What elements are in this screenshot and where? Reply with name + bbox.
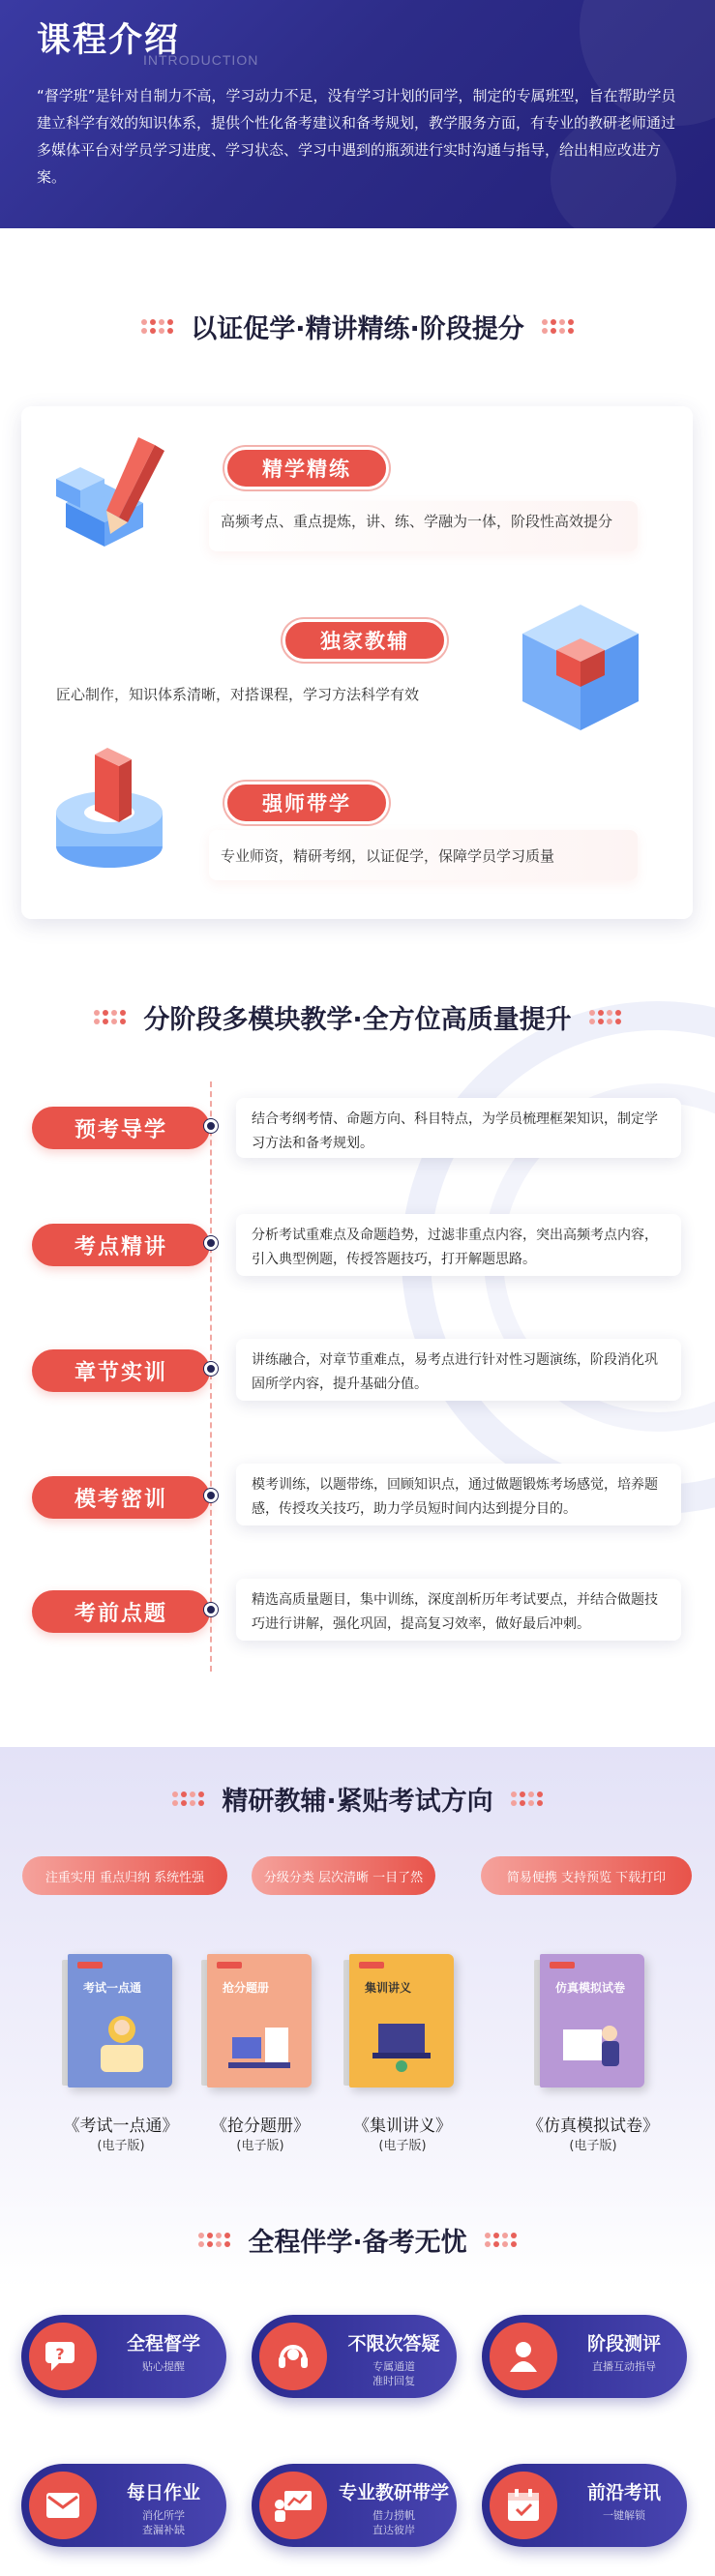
service-news: 前沿考讯 一键解锁: [482, 2464, 687, 2547]
stage-desc-2: 分析考试重难点及命题趋势，过滤非重点内容，突出高频考点内容，引入典型例题，传授答题技巧，打开解题思路。: [236, 1214, 681, 1276]
stage-desc-1: 结合考纲考情、命题方向、科目特点，为学员梳理框架知识，制定学习方法和备考规划。: [236, 1098, 681, 1158]
section-title-services: 全程伴学·备考无忧: [0, 2221, 715, 2259]
section-title-stages: 分阶段多模块教学·全方位高质量提升: [0, 998, 715, 1036]
dots-decor: [198, 2233, 230, 2247]
section-title-materials: 精研教辅·紧贴考试方向: [0, 1780, 715, 1818]
book-edition-1: (电子版): [97, 2139, 145, 2153]
timeline-dot: [204, 1362, 218, 1376]
teacher-board-icon: [259, 2472, 327, 2539]
dots-decor: [485, 2233, 517, 2247]
book-edition-3: (电子版): [378, 2139, 427, 2153]
book-edition-4: (电子版): [569, 2139, 617, 2153]
dots-decor: [141, 319, 173, 334]
material-tag-2: 分级分类 层次清晰 一目了然: [252, 1856, 435, 1895]
intro-banner: [0, 0, 715, 228]
timeline-dot: [204, 1603, 218, 1616]
book-name-2: 《抢分题册》: [211, 2117, 310, 2136]
ring-chart-icon: [46, 745, 172, 880]
timeline-dot: [204, 1119, 218, 1133]
cube-icon: [503, 590, 658, 745]
brand-logo: [77, 1962, 103, 1969]
page-title: 课程介绍: [37, 21, 181, 60]
service-assessment: 阶段测评 直播互动指导: [482, 2315, 687, 2398]
service-teacher: 专业教研带学 借力捞帆 直达彼岸: [252, 2464, 457, 2547]
feature-desc-1: 高频考点、重点提炼，讲、练、学融为一体，阶段性高效提分: [221, 513, 613, 530]
feature-desc-2: 匠心制作，知识体系清晰，对搭课程，学习方法科学有效: [56, 686, 420, 703]
stage-label-5: 考前点题: [32, 1590, 210, 1633]
timeline-line: [210, 1081, 212, 1672]
stage-desc-3: 讲练融合，对章节重难点，易考点进行针对性习题演练，阶段消化巩固所学内容，提升基础分值。: [236, 1339, 681, 1401]
dots-decor: [511, 1791, 543, 1806]
material-tag-3: 简易便携 支持预览 下载打印: [481, 1856, 692, 1895]
book-cover-3: 集训讲义: [343, 1954, 458, 2089]
dots-decor: [94, 1010, 126, 1024]
feature-label-2: 独家教辅: [283, 619, 447, 662]
stage-label-2: 考点精讲: [32, 1224, 210, 1266]
section-title-features: 以证促学·精讲精练·阶段提分: [0, 308, 715, 345]
laptop-illustration: [365, 2008, 438, 2076]
brand-logo: [217, 1962, 242, 1969]
dots-decor: [172, 1791, 204, 1806]
service-qa: 不限次答疑 专属通道 准时回复: [252, 2315, 457, 2398]
calendar-check-icon: [490, 2472, 557, 2539]
svg-text:?: ?: [55, 2345, 65, 2363]
feature-desc-3: 专业师资，精研考纲，以证促学，保障学员学习质量: [221, 847, 555, 865]
brand-logo: [359, 1962, 384, 1969]
reader-illustration: [555, 2008, 629, 2076]
book-cover-2: 抢分题册: [201, 1954, 315, 2089]
stage-label-4: 模考密训: [32, 1476, 210, 1519]
stage-label-1: 预考导学: [32, 1107, 210, 1149]
pencil-blocks-icon: [46, 426, 201, 551]
book-name-1: 《考试一点通》: [63, 2117, 179, 2136]
book-edition-2: (电子版): [236, 2139, 284, 2153]
book-cover-4: 仿真模拟试卷: [534, 1954, 648, 2089]
person-icon: [490, 2323, 557, 2390]
stage-desc-4: 模考训练，以题带练，回顾知识点，通过做题锻炼考场感觉，培养题感，传授攻关技巧，助力学员短时间内达到提分目的。: [236, 1464, 681, 1525]
feature-label-1: 精学精练: [224, 447, 389, 489]
timeline-dot: [204, 1489, 218, 1502]
dots-decor: [542, 319, 574, 334]
intro-text: “督学班”是针对自制力不高，学习动力不足，没有学习计划的同学，制定的专属班型，旨在帮助学员建立科学有效的知识体系，提供个性化备考建议和备考规划，教学服务方面，有专业的教研老师通过多媒体平台对学员学习进度、学习状态、学习中遇到的瓶颈进行实时沟通与指导，给出相应改进方案。: [37, 87, 676, 186]
student-illustration: [83, 2008, 157, 2076]
book-name-4: 《仿真模拟试卷》: [527, 2117, 659, 2136]
chat-question-icon: [29, 2323, 97, 2390]
book-cover-1: 考试一点通: [62, 1954, 176, 2089]
dots-decor: [589, 1010, 621, 1024]
stage-label-3: 章节实训: [32, 1349, 210, 1392]
book-name-3: 《集训讲义》: [353, 2117, 452, 2136]
mail-icon: [29, 2472, 97, 2539]
feature-label-3: 强师带学: [224, 782, 389, 824]
headset-icon: [259, 2323, 327, 2390]
service-supervision: ? 全程督学 贴心提醒: [21, 2315, 226, 2398]
material-tag-1: 注重实用 重点归纳 系统性强: [22, 1856, 227, 1895]
timeline-dot: [204, 1236, 218, 1250]
service-homework: 每日作业 消化所学 查漏补缺: [21, 2464, 226, 2547]
page-subtitle: INTRODUCTION: [143, 52, 259, 68]
desk-illustration: [223, 2008, 296, 2076]
brand-logo: [550, 1962, 575, 1969]
stage-desc-5: 精选高质量题目，集中训练，深度剖析历年考试要点，并结合做题技巧进行讲解，强化巩固，提高复习效率，做好最后冲刺。: [236, 1579, 681, 1641]
